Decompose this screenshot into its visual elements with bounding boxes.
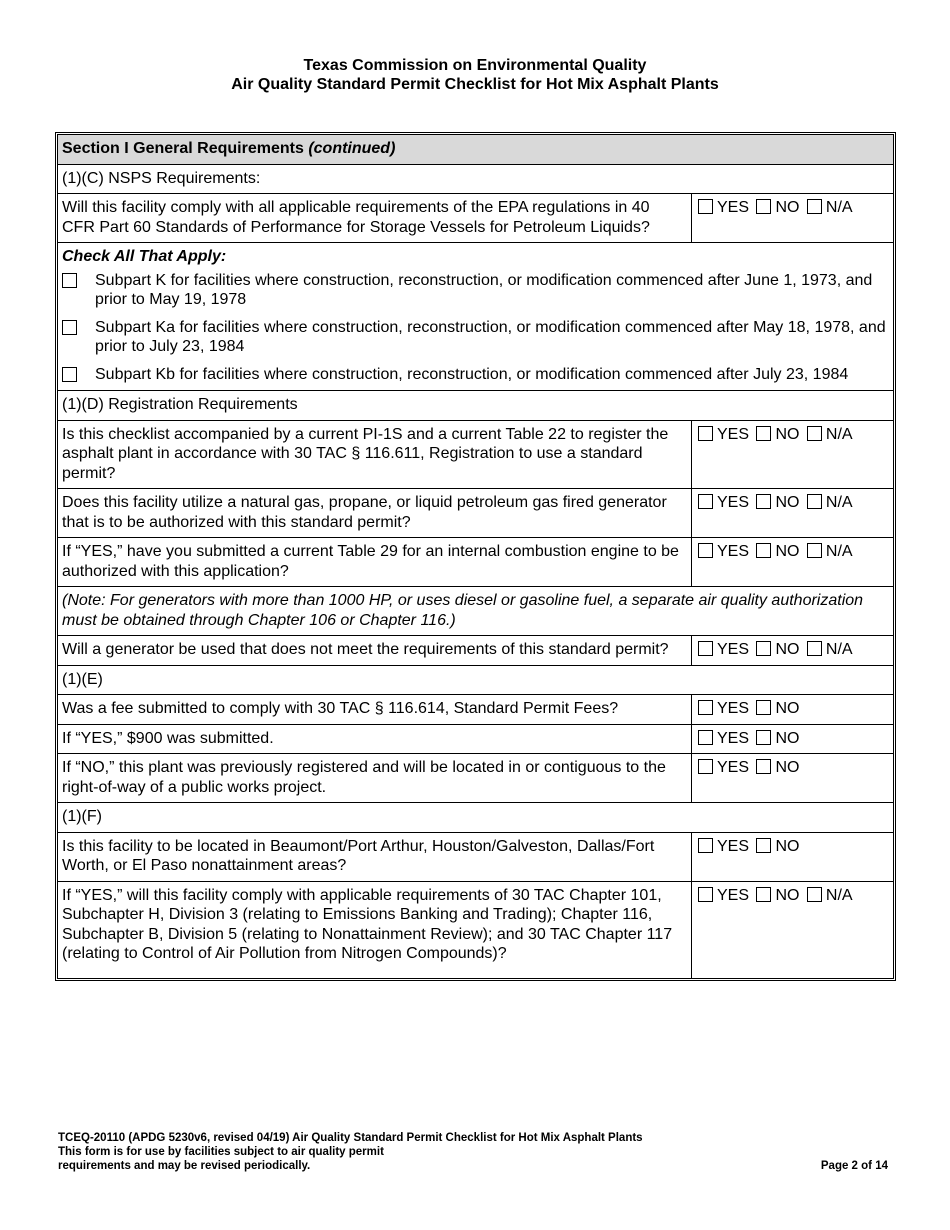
answer-options: YES NO bbox=[692, 832, 894, 881]
question-row-fee bbox=[58, 695, 893, 725]
subpart-kb-item: Subpart Kb for facilities where construction, reconstruction, or modification commenced after July 23, 1984 bbox=[58, 361, 893, 389]
no-checkbox[interactable] bbox=[756, 199, 771, 214]
generator-note: (Note: For generators with more than 1000 HP, or uses diesel or gasoline fuel, a separate air quality authorization must be obtained through Chapter 106 or Chapter 116.) bbox=[58, 587, 893, 636]
answer-options: YES NO N/A bbox=[692, 489, 894, 538]
yes-checkbox[interactable] bbox=[698, 838, 713, 853]
na-checkbox[interactable] bbox=[807, 426, 822, 441]
no-checkbox[interactable] bbox=[756, 759, 771, 774]
question-text: If “YES,” will this facility comply with applicable requirements of 30 TAC Chapter 101, Subchapter H, Division 3 (relating to Emissions Banking and Trading); Chapter 116, Subchapter B, Division 5 (relating to Nonattainment Review); and 30 TAC Chapter 117 (relating to Control of Air Pollution from Nitrogen Compounds)? bbox=[58, 881, 692, 978]
subpart-k-item: Subpart K for facilities where construction, reconstruction, or modification commenced after June 1, 1973, and prior to May 19, 1978 bbox=[58, 267, 893, 314]
question-text: Was a fee submitted to comply with 30 TAC § 116.614, Standard Permit Fees? bbox=[58, 695, 692, 725]
no-checkbox[interactable] bbox=[756, 838, 771, 853]
answer-options: YES NO N/A bbox=[692, 194, 894, 243]
section-title: Section I General Requirements (continued) bbox=[58, 135, 893, 164]
no-checkbox[interactable] bbox=[756, 543, 771, 558]
question-row-fee-amount bbox=[58, 724, 893, 754]
footer-form-id: TCEQ-20110 (APDG 5230v6, revised 04/19) Air Quality Standard Permit Checklist for Hot Mix Asphalt Plants bbox=[58, 1132, 643, 1144]
yes-checkbox[interactable] bbox=[698, 543, 713, 558]
yes-checkbox[interactable] bbox=[698, 887, 713, 902]
page-number: Page 2 of 14 bbox=[820, 1160, 888, 1172]
yes-checkbox[interactable] bbox=[698, 730, 713, 745]
header-agency: Texas Commission on Environmental Quality bbox=[303, 57, 647, 74]
question-row-nonattainment-area bbox=[58, 832, 893, 881]
question-row-nsps bbox=[58, 194, 893, 243]
footer-revision-note: requirements and may be revised periodically. bbox=[58, 1160, 311, 1172]
question-row-nonattainment-compliance bbox=[58, 881, 893, 978]
na-checkbox[interactable] bbox=[807, 641, 822, 656]
question-text: Will a generator be used that does not meet the requirements of this standard permit? bbox=[58, 636, 692, 666]
question-text: Does this facility utilize a natural gas, propane, or liquid petroleum gas fired generator that is to be authorized with this standard permit? bbox=[58, 489, 692, 538]
question-row-generator bbox=[58, 489, 893, 538]
answer-options: YES NO bbox=[692, 724, 894, 754]
subpart-kb-checkbox[interactable] bbox=[62, 367, 77, 382]
question-text: If “NO,” this plant was previously registered and will be located in or contiguous to the right-of-way of a public works project. bbox=[58, 754, 692, 803]
yes-checkbox[interactable] bbox=[698, 199, 713, 214]
no-checkbox[interactable] bbox=[756, 641, 771, 656]
subpart-ka-item: Subpart Ka for facilities where construction, reconstruction, or modification commenced after May 18, 1978, and prior to July 23, 1984 bbox=[58, 314, 893, 361]
document-footer bbox=[58, 1131, 888, 1173]
yes-checkbox[interactable] bbox=[698, 494, 713, 509]
document-header bbox=[0, 56, 950, 94]
subpart-k-checkbox[interactable] bbox=[62, 273, 77, 288]
no-checkbox[interactable] bbox=[756, 700, 771, 715]
answer-options: YES NO N/A bbox=[692, 538, 894, 587]
yes-checkbox[interactable] bbox=[698, 641, 713, 656]
question-row-public-works bbox=[58, 754, 893, 803]
answer-options: YES NO N/A bbox=[692, 420, 894, 489]
question-text: Is this facility to be located in Beaumont/Port Arthur, Houston/Galveston, Dallas/Fort Worth, or El Paso nonattainment areas? bbox=[58, 832, 692, 881]
no-checkbox[interactable] bbox=[756, 494, 771, 509]
subpart-ka-checkbox[interactable] bbox=[62, 320, 77, 335]
na-checkbox[interactable] bbox=[807, 887, 822, 902]
answer-options: YES NO N/A bbox=[692, 881, 894, 978]
question-row-pi1s bbox=[58, 420, 893, 489]
yes-checkbox[interactable] bbox=[698, 426, 713, 441]
answer-options: YES NO bbox=[692, 754, 894, 803]
question-row-table29 bbox=[58, 538, 893, 587]
question-text: Is this checklist accompanied by a current PI-1S and a current Table 22 to register the asphalt plant in accordance with 30 TAC § 116.611, Registration to use a standard permit? bbox=[58, 420, 692, 489]
no-checkbox[interactable] bbox=[756, 426, 771, 441]
na-checkbox[interactable] bbox=[807, 199, 822, 214]
answer-options: YES NO bbox=[692, 695, 894, 725]
checklist-table bbox=[55, 132, 896, 981]
na-checkbox[interactable] bbox=[807, 543, 822, 558]
nonattainment-heading: (1)(F) bbox=[58, 803, 893, 833]
yes-checkbox[interactable] bbox=[698, 759, 713, 774]
check-all-block bbox=[58, 243, 893, 391]
answer-options: YES NO N/A bbox=[692, 636, 894, 666]
footer-usage-note: This form is for use by facilities subject to air quality permit bbox=[58, 1146, 384, 1158]
question-text: If “YES,” have you submitted a current Table 29 for an internal combustion engine to be authorized with this application? bbox=[58, 538, 692, 587]
yes-checkbox[interactable] bbox=[698, 700, 713, 715]
section-title-suffix: (continued) bbox=[308, 140, 396, 157]
registration-heading: (1)(D) Registration Requirements bbox=[58, 391, 893, 421]
question-text: If “YES,” $900 was submitted. bbox=[58, 724, 692, 754]
check-all-heading: Check All That Apply: bbox=[62, 248, 227, 265]
no-checkbox[interactable] bbox=[756, 730, 771, 745]
na-checkbox[interactable] bbox=[807, 494, 822, 509]
question-row-nonconforming-generator bbox=[58, 636, 893, 666]
fees-heading: (1)(E) bbox=[58, 665, 893, 695]
question-text: Will this facility comply with all applicable requirements of the EPA regulations in 40 CFR Part 60 Standards of Performance for Storage Vessels for Petroleum Liquids? bbox=[58, 194, 692, 243]
nsps-heading: (1)(C) NSPS Requirements: bbox=[58, 164, 893, 194]
header-form-title: Air Quality Standard Permit Checklist for Hot Mix Asphalt Plants bbox=[231, 76, 719, 93]
no-checkbox[interactable] bbox=[756, 887, 771, 902]
